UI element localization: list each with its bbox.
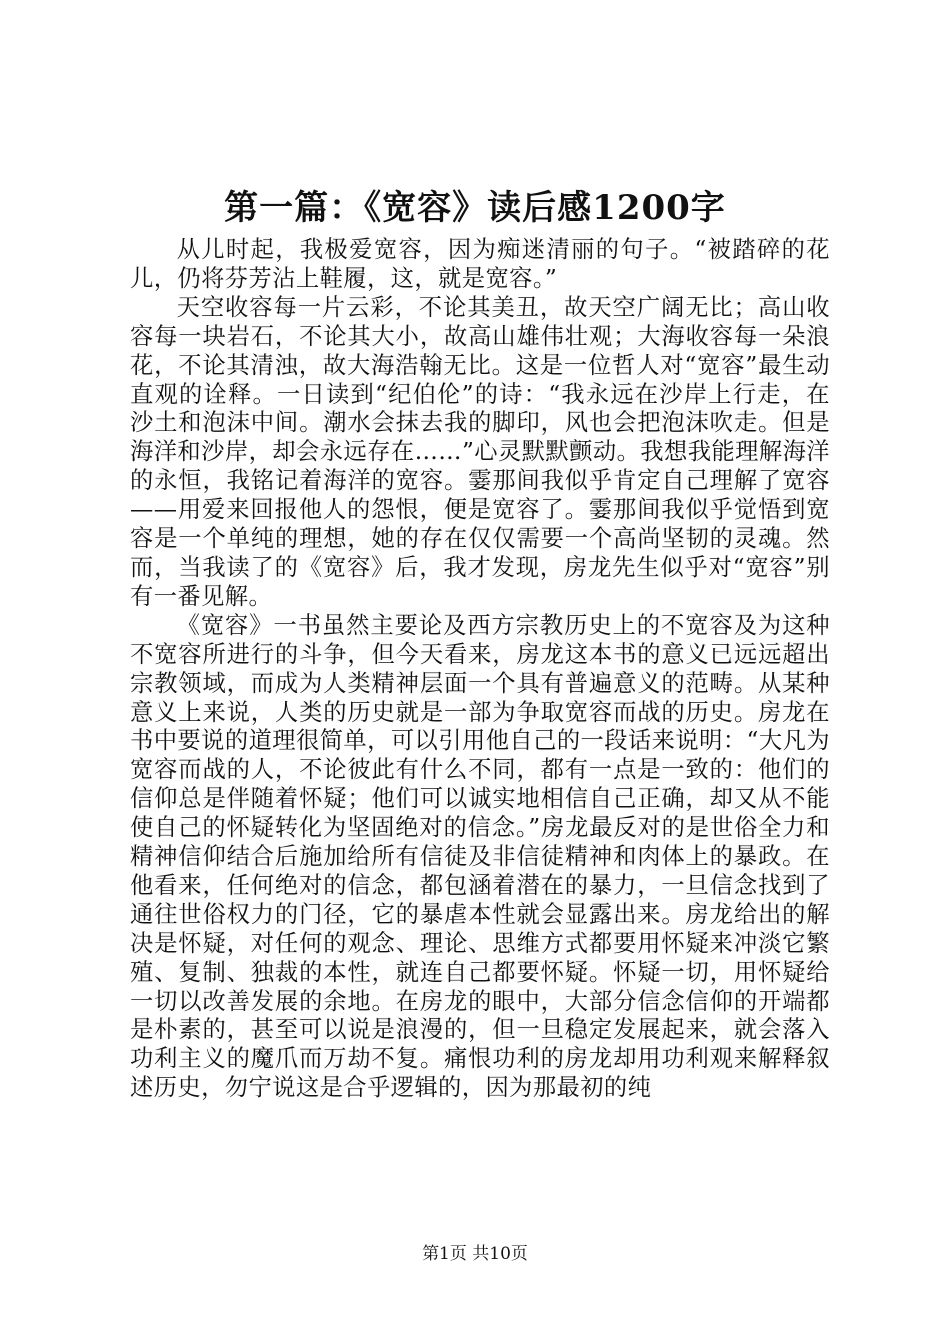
document-body	[130, 236, 830, 1103]
page-number-footer: 第1页 共10页	[422, 1244, 528, 1264]
document-title: 第一篇：《宽容》读后感1200字	[224, 188, 726, 228]
paragraph-1: 从儿时起，我极爱宽容，因为痴迷清丽的句子。“被踏碎的花儿，仍将芬芳沾上鞋履，这，就是宽容。”	[130, 236, 830, 292]
paragraph-3: 《宽容》一书虽然主要论及西方宗教历史上的不宽容及为这种不宽容所进行的斗争，但今天看来，房龙这本书的意义已远远超出宗教领域，而成为人类精神层面一个具有普遍意义的范畴。从某种意义上来说，人类的历史就是一部为争取宽容而战的历史。房龙在书中要说的道理很简单，可以引用他自己的一段话来说明：“大凡为宽容而战的人，不论彼此有什么不同，都有一点是一致的：他们的信仰总是伴随着怀疑；他们可以诚实地相信自己正确，却又从不能使自己的怀疑转化为坚固绝对的信念。”房龙最反对的是世俗全力和精神信仰结合后施加给所有信徒及非信徒精神和肉体上的暴政。在他看来，任何绝对的信念，都包涵着潜在的暴力，一旦信念找到了通往世俗权力的门径，它的暴虐本性就会显露出来。房龙给出的解决是怀疑，对任何的观念、理论、思维方式都要用怀疑来冲淡它繁殖、复制、独裁的本性，就连自己都要怀疑。怀疑一切，用怀疑给一切以改善发展的余地。在房龙的眼中，大部分信念信仰的开端都是朴素的，甚至可以说是浪漫的，但一旦稳定发展起来，就会落入功利主义的魔爪而万劫不复。痛恨功利的房龙却用功利观来解释叙述历史，勿宁说这是合乎逻辑的，因为那最初的纯	[130, 611, 830, 1102]
paragraph-2: 天空收容每一片云彩，不论其美丑，故天空广阔无比；高山收容每一块岩石，不论其大小，故高山雄伟壮观；大海收容每一朵浪花，不论其清浊，故大海浩翰无比。这是一位哲人对“宽容”最生动直观的诠释。一日读到“纪伯伦”的诗：“我永远在沙岸上行走，在沙土和泡沫中间。潮水会抹去我的脚印，风也会把泡沫吹走。但是海洋和沙岸，却会永远存在……”心灵默默颤动。我想我能理解海洋的永恒，我铭记着海洋的宽容。霎那间我似乎肯定自己理解了宽容——用爱来回报他人的怨恨，便是宽容了。霎那间我似乎觉悟到宽容是一个单纯的理想，她的存在仅仅需要一个高尚坚韧的灵魂。然而，当我读了的《宽容》后，我才发现，房龙先生似乎对“宽容”别有一番见解。	[130, 293, 830, 610]
